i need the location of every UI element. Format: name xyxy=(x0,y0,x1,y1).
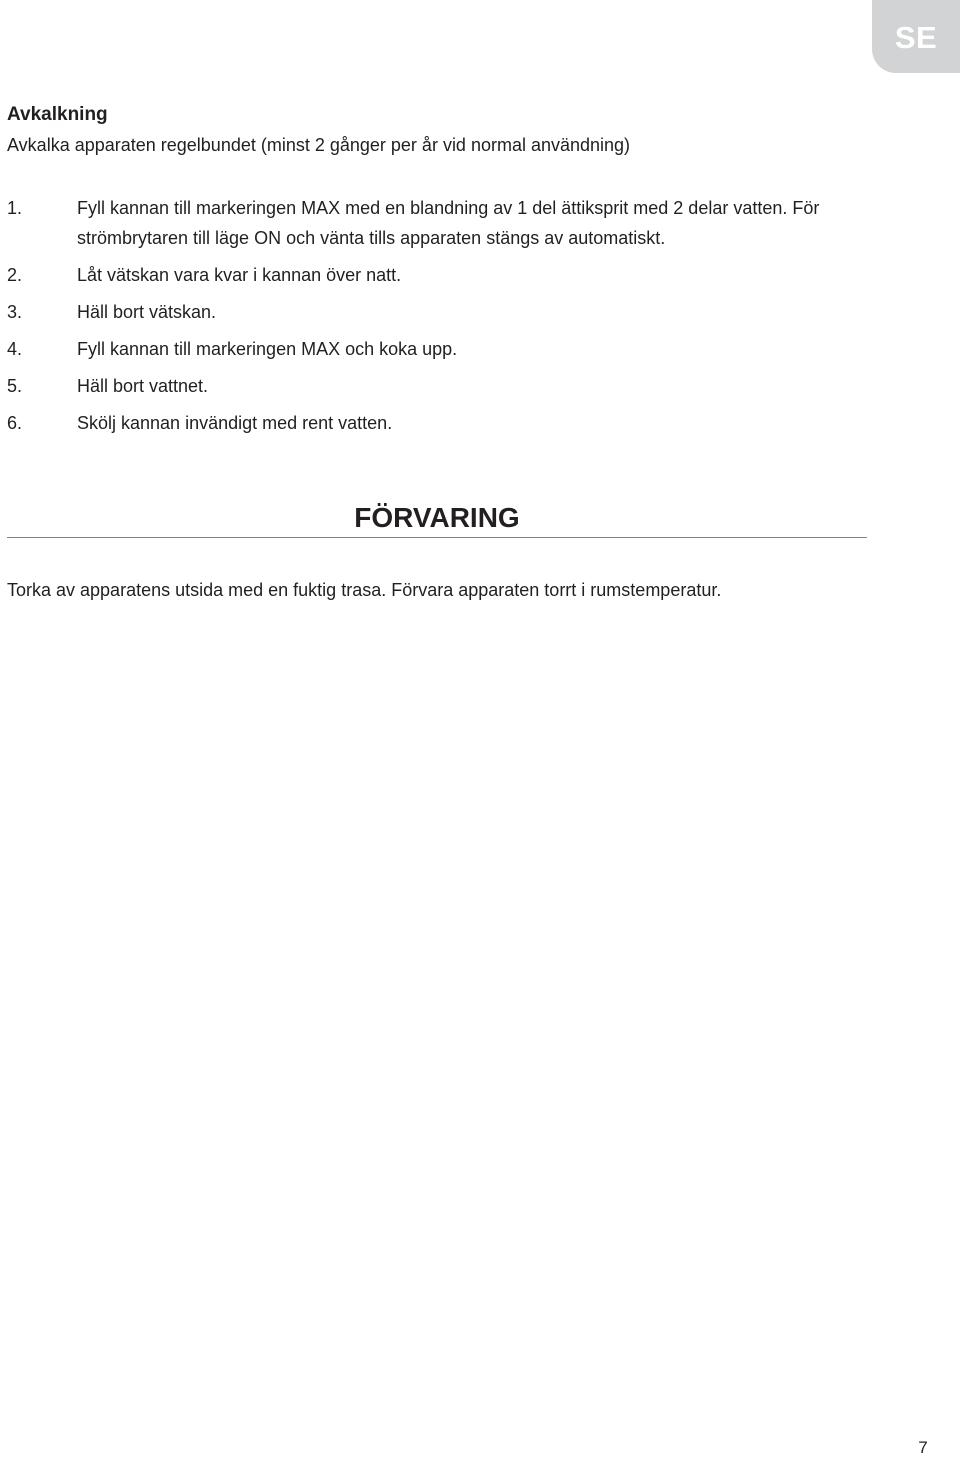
storage-text: Torka av apparatens utsida med en fuktig trasa. Förvara apparaten torrt i rumstemperatur. xyxy=(7,580,722,600)
step-number: 4. xyxy=(7,339,23,359)
step-item xyxy=(7,334,867,364)
heading-divider xyxy=(7,537,867,538)
step-text: Fyll kannan till markeringen MAX och koka upp. xyxy=(77,339,458,359)
step-number: 3. xyxy=(7,302,23,322)
step-text: Häll bort vattnet. xyxy=(77,376,209,396)
step-number: 2. xyxy=(7,265,23,285)
descaling-steps xyxy=(7,193,867,445)
step-text: Låt vätskan vara kvar i kannan över natt. xyxy=(77,265,402,285)
step-number: 1. xyxy=(7,198,23,218)
step-text: Skölj kannan invändigt med rent vatten. xyxy=(77,413,393,433)
step-item xyxy=(7,371,867,401)
step-text: Fyll kannan till markeringen MAX med en blandning av 1 del ättiksprit med 2 delar vatten. För strömbrytaren till läge ON och vänta tills apparaten stängs av automatiskt. xyxy=(77,198,820,248)
step-item xyxy=(7,297,867,327)
step-number: 6. xyxy=(7,413,23,433)
step-item xyxy=(7,408,867,438)
step-item xyxy=(7,260,867,290)
descaling-intro: Avkalka apparaten regelbundet (minst 2 gånger per år vid normal användning) xyxy=(7,135,631,155)
storage-heading: FÖRVARING xyxy=(354,502,520,533)
step-text: Häll bort vätskan. xyxy=(77,302,217,322)
language-code: SE xyxy=(894,20,938,55)
language-tab xyxy=(872,0,960,73)
step-number: 5. xyxy=(7,376,23,396)
descaling-title: Avkalkning xyxy=(7,104,108,125)
step-item xyxy=(7,193,867,253)
page-number: 7 xyxy=(918,1438,928,1457)
